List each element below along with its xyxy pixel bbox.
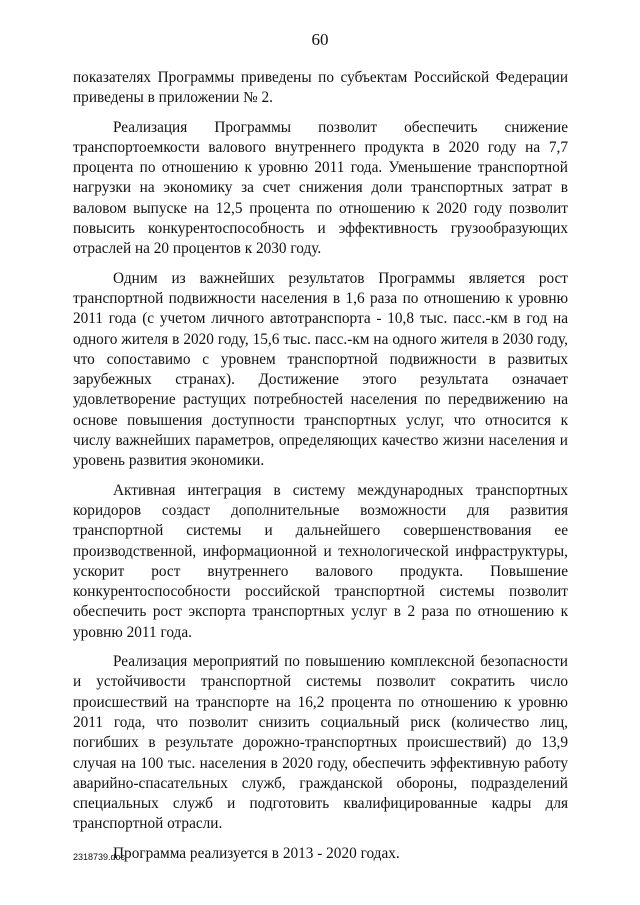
paragraph-period: Программа реализуется в 2013 - 2020 годах.	[113, 844, 400, 862]
footer-doc-code: 2318739.doc	[73, 852, 126, 862]
page-number: 60	[311, 30, 329, 49]
paragraph-safety: Реализация мероприятий по повышению комплексной безопасности и устойчивости транспортной системы позволит сократить число происшествий на транспорте на 16,2 процента по отношению к уровню 2011 года, что позволит снизить социальный риск (количество лиц, погибших в результате дорожно-транспортных происшествий) до 13,9 случая на 100 тыс. населения в 2020 году, обеспечить эффективную работу аварийно-спасательных служб, гражданской обороны, подразделений специальных служб и подготовить квалифицированные кадры для транспортной отрасли.	[73, 653, 568, 833]
paragraph-integration: Активная интеграция в систему международных транспортных коридоров создаст дополнительные возможности для развития транспортной системы и дальнейшего совершенствования ее производственной, информационной и технологической инфраструктуры, ускорит рост внутреннего валового продукта. Повышение конкурентоспособности российской транспортной системы позволит обеспечить рост экспорта транспортных услуг в 2 раза по отношению к уровню 2011 года.	[73, 481, 568, 641]
document-body	[73, 68, 568, 864]
paragraph-transport-intensity: Реализация Программы позволит обеспечить снижение транспортоемкости валового внутреннего продукта в 2020 году на 7,7 процента по отношению к уровню 2011 года. Уменьшение транспортной нагрузки на экономику за счет снижения доли транспортных затрат в валовом выпуске на 12,5 процента по отношению к 2020 году позволит повысить конкурентоспособность и эффективность грузообразующих отраслей на 20 процентов к 2030 году.	[73, 118, 568, 258]
paragraph-continuation: показателях Программы приведены по субъектам Российской Федерации приведены в приложении № 2.	[73, 69, 568, 107]
paragraph-mobility: Одним из важнейших результатов Программы является рост транспортной подвижности населения в 1,6 раза по отношению к уровню 2011 года (с учетом личного автотранспорта - 10,8 тыс. пасс.-км в год на одного жителя в 2020 году, 15,6 тыс. пасс.-км на одного жителя в 2030 году, что сопоставимо с уровнем транспортной подвижности в развитых зарубежных странах). Достижение этого результата означает удовлетворение растущих потребностей населения по передвижению на основе повышения доступности транспортных услуг, что относится к числу важнейших параметров, определяющих качество жизни населения и уровень развития экономики.	[73, 269, 568, 470]
